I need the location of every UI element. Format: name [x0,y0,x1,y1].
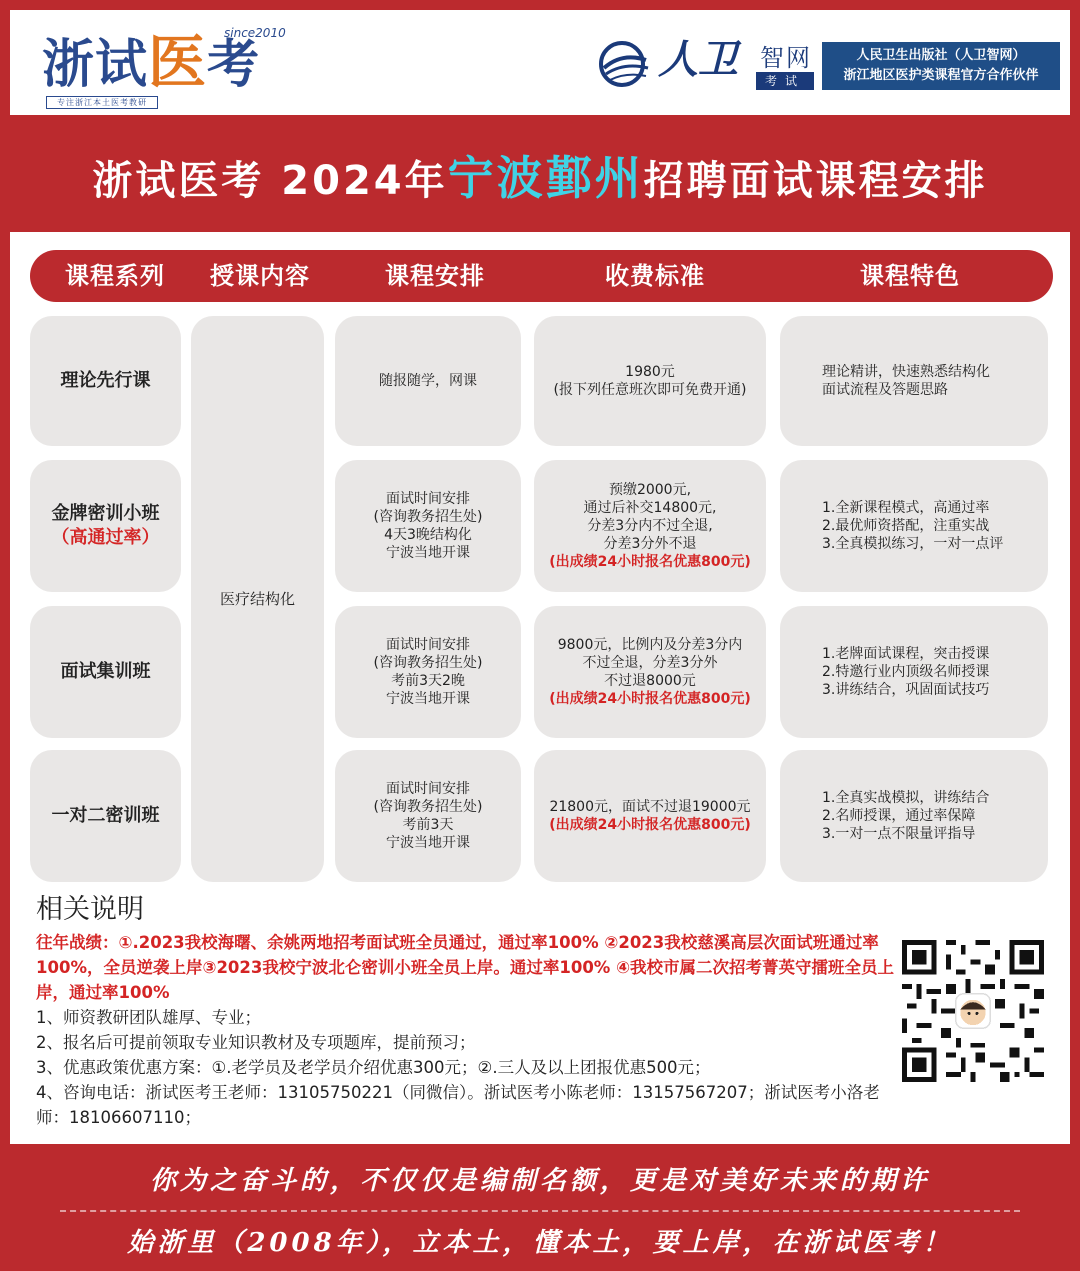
row2-name-cell: 金牌密训小班 （高通过率） [30,460,181,592]
course-panel [10,232,1070,1144]
content-cell: 医疗结构化 [191,316,324,882]
notes-item: 4、咨询电话：浙试医考王老师：13105750221（同微信）。浙试医考小陈老师：13157567207；浙试医考小洛老师：18106607110； [36,1083,880,1127]
row2-fee-cell: 预缴2000元, 通过后补交14800元, 分差3分内不过全退, 分差3分外不退 (出成绩24小时报名优惠800元) [534,460,766,592]
title-highlight: 宁波鄞州 [447,151,644,205]
qr-code-icon[interactable] [902,940,1044,1082]
row1-fee-cell: 1980元 (报下列任意班次即可免费开通) [534,316,766,446]
row4-name-cell: 一对二密训班 [30,750,181,882]
row3-fee-cell: 9800元，比例内及分差3分内 不过全退，分差3分外 不过退8000元 (出成绩24小时报名优惠800元) [534,606,766,738]
brand-logo[interactable] [42,26,292,108]
header-features: 课程特色 [860,262,960,290]
row4-fee-cell: 21800元，面试不过退19000元 (出成绩24小时报名优惠800元) [534,750,766,882]
row1-schedule-cell: 随报随学，网课 [335,316,521,446]
table-header [30,250,1053,302]
slogan-divider [60,1210,1020,1212]
row3-name-cell: 面试集训班 [30,606,181,738]
row2-schedule-cell: 面试时间安排 (咨询教务招生处) 4天3晚结构化 宁波当地开课 [335,460,521,592]
page-title: 浙试医考 2024年宁波鄞州招聘面试课程安排 [92,151,988,205]
row3-schedule-cell: 面试时间安排 (咨询教务招生处) 考前3天2晚 宁波当地开课 [335,606,521,738]
row4-schedule-cell: 面试时间安排 (咨询教务招生处) 考前3天 宁波当地开课 [335,750,521,882]
notes-item: 2、报名后可提前领取专业知识教材及专项题库，提前预习； [36,1033,476,1052]
brand-since: since2010 [224,26,286,40]
row2-features-cell: 1.全新课程模式，高通过率 2.最优师资搭配，注重实战 3.全真模拟练习，一对一点评 [780,460,1048,592]
header-bar [10,10,1070,115]
notes-title: 相关说明 [36,894,144,925]
notes-item: 1、师资教研团队雄厚、专业； [36,1008,261,1027]
row1-name-cell: 理论先行课 [30,316,181,446]
notes-list [36,1005,906,1130]
brand-logo-text: 浙试医考 [42,28,261,96]
header-content: 授课内容 [210,262,310,290]
brand-tagline: 专注浙江本土医考教研 [46,96,158,109]
partner-emblem-icon [596,40,652,88]
row4-features-cell: 1.全真实战模拟，讲练结合 2.名师授课，通过率保障 3.一对一点不限量评指导 [780,750,1048,882]
header-fee: 收费标准 [605,262,705,290]
row3-discount: (出成绩24小时报名优惠800元) [549,691,751,707]
partner-zhi: 智网 [760,44,812,72]
notes-item: 3、优惠政策优惠方案：①.老学员及老学员介绍优惠300元；②.三人及以上团报优惠500元； [36,1058,711,1077]
slogan-line1: 你为之奋斗的，不仅仅是编制名额，更是对美好未来的期许 [149,1166,930,1196]
row4-discount: (出成绩24小时报名优惠800元) [549,817,751,833]
row3-features-cell: 1.老牌面试课程，突击授课 2.特邀行业内顶级名师授课 3.讲练结合，巩固面试技巧 [780,606,1048,738]
partner-name: 人卫 [658,36,738,83]
row2-tag: （高通过率） [51,527,160,548]
partner-ks: 考试 [756,72,814,90]
header-schedule: 课程安排 [385,262,485,290]
row1-features-cell: 理论精讲，快速熟悉结构化 面试流程及答题思路 [780,316,1048,446]
notes-achievements: 往年战绩：①.2023我校海曙、余姚两地招考面试班全员通过，通过率100% ②2023我校慈溪高层次面试班通过率100%，全员逆袭上岸③2023我校宁波北仑密训小班全员上岸。通过率100% ④我校市属二次招考菁英守擂班全员上岸，通过率100% [36,933,895,1002]
partner-info-box: 人民卫生出版社（人卫智网） 浙江地区医护类课程官方合作伙伴 [822,42,1060,90]
slogan-line2: 始浙里（2008年），立本土，懂本土，要上岸，在浙试医考！ [127,1228,953,1258]
partner-logo[interactable] [596,36,1056,96]
row2-discount: (出成绩24小时报名优惠800元) [549,554,751,570]
header-series: 课程系列 [65,262,165,290]
